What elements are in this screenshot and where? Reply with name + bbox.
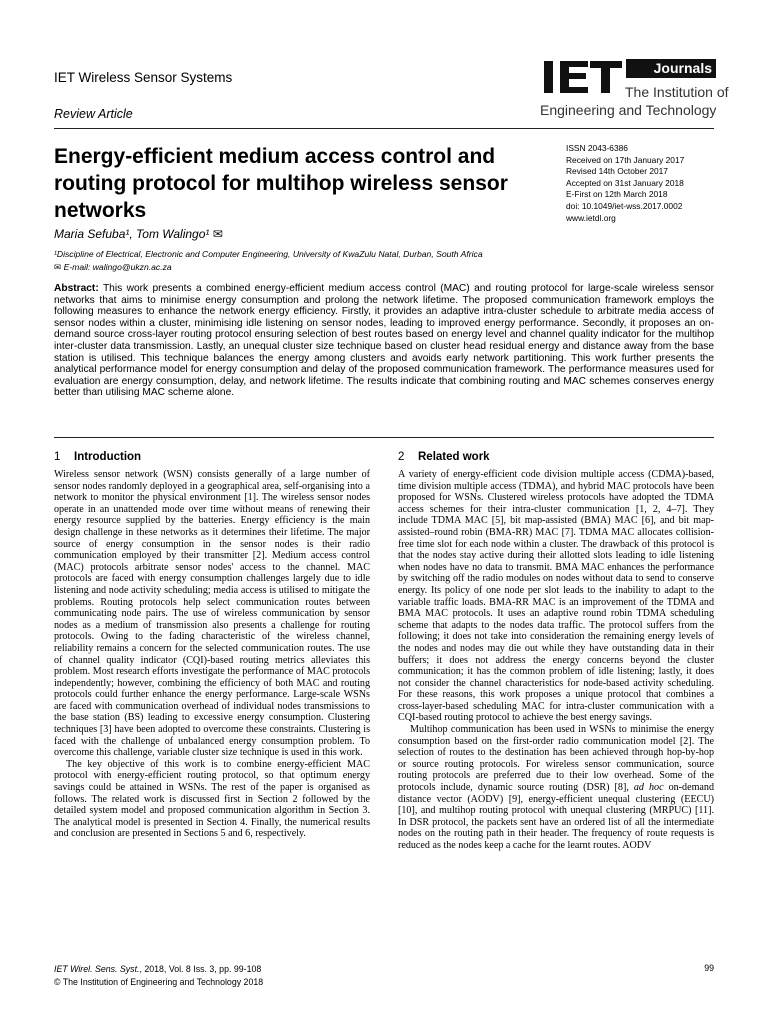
doi[interactable]: doi: 10.1049/iet-wss.2017.0002: [566, 200, 683, 211]
section-number: 2: [398, 451, 405, 463]
logo-text-line1: The Institution of: [625, 84, 729, 100]
copyright: © The Institution of Engineering and Technology 2018: [54, 977, 264, 987]
paper-title: Energy-efficient medium access control and routing protocol for multihop wireless sensor networks: [54, 145, 508, 222]
section-number: 1: [54, 451, 61, 463]
related-paragraph-2-part-a: Multihop communication has been used in WSNs to minimise the energy consumption based on the first-order radio communication model [2]. The selection of routes to the destination has been achieved through hop-by-hop or source routing protocols. For wireless sensor communication, source routing protocols are preferred due to their low overhead. Some of the protocols include, dynamic source routing (DSR) [8],: [398, 724, 714, 794]
footer-citation: [54, 963, 263, 976]
related-paragraph-2-emphasis: ad hoc: [633, 782, 664, 794]
section-title: Related work: [418, 451, 490, 463]
section-heading-related-work: [398, 451, 714, 464]
page-number: 99: [704, 963, 714, 973]
journal-name: IET Wireless Sensor Systems: [54, 70, 233, 85]
section-heading-introduction: [54, 451, 370, 464]
logo-journals-badge: Journals: [626, 59, 716, 78]
received-date: Received on 17th January 2017: [566, 154, 685, 165]
left-column: [54, 451, 370, 840]
authors: Maria Sefuba¹, Tom Walingo¹ ✉: [54, 227, 223, 241]
section-title: Introduction: [74, 451, 142, 463]
intro-paragraph-2: The key objective of this work is to combine energy-efficient MAC protocol with energy-efficient routing protocol, so that optimum energy savings could be attained in WSNs. The rest of the paper is organised as follows. The related work is discussed first in Section 2 followed by the detailed system model and proposed communication algorithm in Section 3. The analytical model is presented in Section 4. Finally, the numerical results and conclusion are presented in Sections 5 and 6, respectively.: [54, 758, 370, 840]
logo-text-line2: Engineering and Technology: [540, 102, 717, 118]
iet-logo-mark: [540, 58, 628, 94]
abstract-divider: [54, 437, 714, 438]
article-type: Review Article: [54, 107, 133, 121]
abstract: [54, 283, 714, 399]
corresponding-email[interactable]: ✉ E-mail: walingo@ukzn.ac.za: [54, 262, 172, 272]
accepted-date: Accepted on 31st January 2018: [566, 177, 684, 188]
related-paragraph-2: [398, 724, 714, 852]
right-column: [398, 451, 714, 852]
iet-logo: [540, 58, 729, 122]
revised-date: Revised 14th October 2017: [566, 166, 668, 177]
website-link[interactable]: www.ietdl.org: [566, 212, 616, 223]
abstract-text: This work presents a combined energy-efficient medium access control (MAC) and routing protocol for large-scale wireless sensor networks that aims to minimise energy consumption and prolong the network lifetime. The proposed communication framework employs the following measures to enhance the network energy efficiency. Firstly, it provides an adaptive intra-cluster schedule to arbitrate media access of sensor nodes within a cluster, minimising idle listening on sensor nodes, leading to improved energy performance. Secondly, it proposes an on-demand source cross-layer routing protocol ensuring selection of best routes based on energy level and channel quality indicator for the multihop inter-cluster data transmission. Lastly, an unequal cluster size technique based on cluster head residual energy and distance away from the base station is utilised. This technique balances the energy among clusters and avoids early network partitioning. This work further presents the analytical performance model for energy consumption and delay of the proposed communication framework. The performance measures used for evaluation are energy consumption, delay, and network lifetime. The results indicate that combining routing and MAC schemes conserves energy better than utilising MAC scheme alone.: [54, 283, 714, 399]
article-meta: [566, 143, 684, 224]
journal-abbrev: IET Wirel. Sens. Syst.: [54, 964, 140, 974]
intro-paragraph-1: Wireless sensor network (WSN) consists generally of a large number of sensor nodes randomly deployed in a geographical area, self-organising into a network to monitor the physical environment [1]. The wireless sensor nodes operate in an unattended mode over time without means of renewing their energy resource supplied by the batteries. Energy efficiency is the main design challenge in these networks as it determines their lifetime. The major source of energy consumption in the sensor nodes is their radio communication employed by their transmitter [2]. Medium access control (MAC) protocols arbitrate sensor nodes' access to the channel. MAC protocols are faced with energy consumption challenges largely due to idle listening and node activity scheduling; media access is utilised to mitigate the problems. Routing protocols help select communication routes between communicating node pairs. The use of wireless communication by sensor nodes as a medium of transmission also presents a challenge for routing protocols. Owing to the fading characteristic of the wireless channel, reliability remains a concern for the selected communication routes. The use of channel quality indicator (CQI)-based routing metrics alleviates this problem. Most research efforts investigate the performance of MAC protocols independently; however, combining the efficiency of both MAC and routing protocols could further enhance the energy performance. Large-scale WSNs are faced with communication overhead of individual nodes transmissions to the base station (BS) leading to excessive energy consumption. Clustering techniques [3] have been adopted to overcome these constraints. Clustering is faced with the challenge of unbalanced energy consumption problem. To overcome this challenge, variable cluster size technique is used in this work.: [54, 469, 370, 759]
affiliation: ¹Discipline of Electrical, Electronic and Computer Engineering, University of KwaZulu Natal, Durban, South Africa: [54, 249, 483, 259]
issn: ISSN 2043-6386: [566, 143, 628, 153]
abstract-label: Abstract:: [54, 283, 99, 294]
footer: [54, 963, 263, 989]
efirst-date: E-First on 12th March 2018: [566, 189, 668, 200]
volume-info: , 2018, Vol. 8 Iss. 3, pp. 99-108: [139, 964, 262, 974]
header-divider: [54, 128, 714, 129]
related-paragraph-2-part-b: on-demand distance vector (AODV) [9], energy-efficient unequal clustering (EECU) [10], and multihop routing protocol with unequal clustering (MRPUC) [11]. In DSR protocol, the packets sent have an ordered list of all the intermediate nodes on the routing path in their header. The frequency of route requests is reduced as the nodes keep a cache for the learnt routes. AODV: [398, 782, 714, 851]
related-paragraph-1: A variety of energy-efficient code division multiple access (CDMA)-based, time division multiple access (TDMA), and hybrid MAC protocols have been proposed for WSNs. Clustered wireless protocols have adopted the TDMA access schemes for their intra-cluster communication [1, 2, 4–7]. They include TDMA MAC [5], bit map-assisted (BMA) MAC [6], and bit map-assisted–round robin (BMA-RR) MAC [7]. TDMA MAC allocates collision-free time slot for each node within a cluster. The drawback of this protocol is that the nodes stay active during their allotted slots leading to idle listening when nodes have no data to transmit. BMA MAC enhances the performance by switching off the radio modules on nodes without data to send to conserve energy. Its policy of one node per slot leads to the inability to adapt to the variable traffic loads. BMA-RR MAC is an improvement of the TDMA and BMA MAC protocols. It uses an adaptive round robin TDMA scheduling scheme that adapts to the nodes data traffic. The protocol suffers from the following; it does not take into consideration the remaining energy levels of the nodes and nodes may die out while they have outstanding data in their buffers; it does not address the energy concerns beyond the cluster communication; it has the common problem of idle listening; lastly, it does not consider the channel characteristics for node-based activity scheduling. For these reasons, this work proposes a unique protocol that combines a cross-layer-based scheduling MAC for intra-cluster communication with a CQI-based routing protocol to achieve the best energy savings.: [398, 469, 714, 724]
